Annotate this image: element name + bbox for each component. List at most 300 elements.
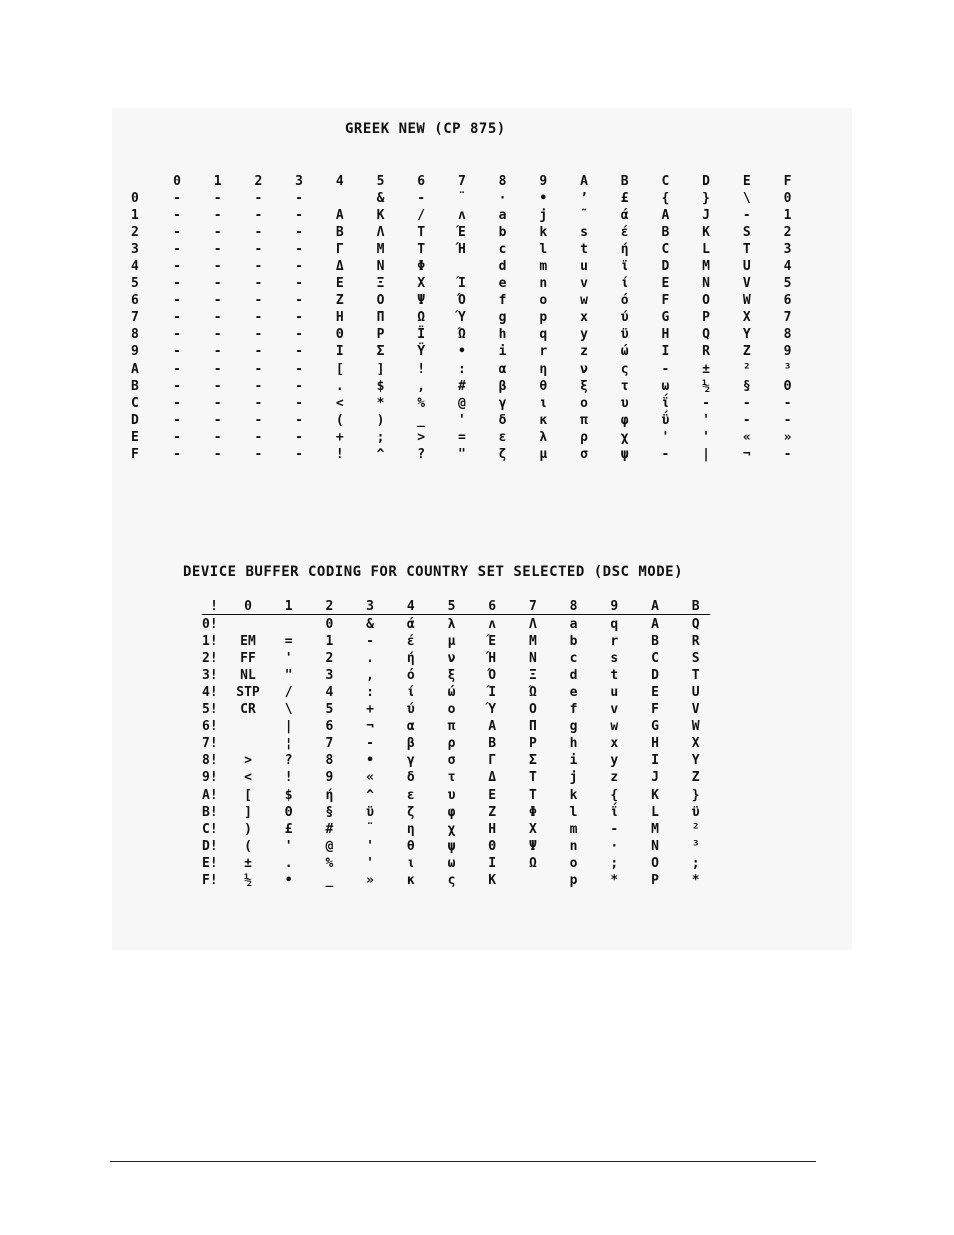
table2-cell: T [691,668,700,684]
table1-cell: - [783,446,792,462]
table2-cell: η [406,821,415,837]
table1-cell: , [417,378,426,394]
table1-cell: χ [620,429,629,445]
table1-row-header: 3 [131,242,139,258]
table2-row-header: E! [202,855,218,871]
table2-cell: H [488,821,497,837]
table2-cell: χ [447,821,456,837]
table2-cell: ί [406,685,415,701]
table1-cell: ? [417,446,426,462]
table1-cell: ρ [580,429,588,445]
table1-cell: M [702,259,710,275]
table1-cell: - [213,242,222,258]
table2-corner-divider: ! [210,599,218,614]
table1-cell: - [254,412,263,428]
table2-cell: $ [284,787,293,803]
table1-cell: I [661,344,670,360]
table2-cell: Θ [488,838,497,854]
table1-cell: - [173,293,181,309]
table1-cell: υ [620,395,629,411]
table2-cell: e [569,685,578,701]
table2-cell: | [284,719,293,735]
table1-cell: H [661,327,670,343]
table2-cell [230,735,266,752]
table2-cell: ι [406,855,415,871]
table1-cell: P [702,310,710,326]
table1-col-header: C [661,174,670,189]
table1-cell: Θ [783,378,792,394]
table1-cell: - [783,395,792,411]
table1-cell: - [702,395,710,411]
table2-cell: NL [240,668,256,684]
table1-cell: Ί [457,276,466,292]
table2-cell: i [569,753,578,769]
table2-cell: • [366,753,374,769]
table1-cell: T [742,242,751,258]
table1-cell: - [213,191,222,206]
table2-cell: Y [691,753,700,769]
table1-cell: 4 [783,259,792,275]
table2-cell: A [488,719,497,735]
table2-row-header: D! [202,838,218,854]
table2-cell: δ [406,770,415,786]
table2-cell: 1 [325,634,334,650]
table1-cell: - [295,208,303,224]
table2-cell: F [651,702,659,718]
table2-cell: ³ [691,838,700,854]
table1-cell: σ [580,446,588,462]
table1-cell: W [742,293,751,309]
table2-cell: G [651,719,659,735]
table1-cell: - [295,310,303,326]
table1-row-header: 7 [131,310,139,326]
table2-col-header: 6 [488,599,497,614]
table1-col-header: 8 [498,174,507,189]
table2-cell: Λ [528,617,537,632]
table2-cell: b [569,634,578,650]
table1-cell: Q [702,327,710,343]
table1-cell: δ [498,412,507,428]
table1-cell: - [213,412,222,428]
table1-cell: - [173,208,181,224]
table1-col-header: A [580,174,588,189]
table2-cell: q [610,617,619,632]
table1-cell: - [173,327,181,343]
table2-cell: a [569,617,578,632]
table2-cell: . [366,651,374,667]
table1-cell: ΰ [661,412,670,428]
table1-cell: Ό [457,293,466,309]
table1-cell: e [498,276,507,292]
table1-cell: O [702,293,710,309]
table2-cell: Z [488,804,497,820]
table1-cell: - [213,395,222,411]
table2-cell: Z [691,770,700,786]
table1-cell: T [417,242,426,258]
table2-cell: j [569,770,578,786]
table1-row-header: B [131,378,139,394]
table1-cell: β [498,378,507,394]
table2-col-header: 7 [528,599,537,614]
table2-cell: ; [691,855,700,871]
table1-cell: ό [620,293,629,309]
table1-cell: ο [580,395,588,411]
table2-cell: ) [244,821,252,837]
table2-cell: K [488,872,497,888]
table1-cell: @ [457,395,466,411]
table1-cell: c [498,242,507,258]
table1-cell: Ύ [457,310,466,326]
table1-cell: - [742,412,751,428]
table1-cell: H [335,310,344,326]
table1-cell: - [173,395,181,411]
table2-cell: ] [244,804,252,820]
table1-row-header: 4 [131,259,139,275]
table2-cell: J [651,770,659,786]
table1-cell: Ή [457,242,466,258]
table1-col-header: 9 [539,174,548,189]
table2-row-header: F! [202,872,218,888]
table2-cell: ' [366,838,374,854]
table1-row-header: C [131,395,139,411]
table2-cell [230,718,266,735]
table1-cell: - [417,191,426,206]
table1-cell: Φ [417,259,426,275]
table2-cell: £ [284,821,293,837]
table1-cell: ¬ [742,446,751,462]
table1-cell: N [702,276,710,292]
table1-cell: S [742,225,751,241]
table1-cell: - [295,259,303,275]
table2-cell: u [610,685,619,701]
table2-cell: EM [240,634,256,650]
table1-row-header: 1 [131,208,139,224]
table1-col-header: 2 [254,174,263,189]
table1-cell: ' [702,429,710,445]
table1-cell: - [254,259,263,275]
table2-cell: Ώ [528,685,537,701]
table2-cell: X [528,821,537,837]
table1-cell: - [295,276,303,292]
table1-cell: T [417,225,426,241]
table2-cell: ( [244,838,252,854]
table2-cell: ' [284,838,293,854]
table1-cell: Γ [335,242,344,258]
table1-cell: Ψ [417,293,426,309]
table1-cell: ) [376,412,385,428]
table2-cell: * [610,872,619,888]
table1-cell: 3 [783,242,792,258]
table1-cell: . [335,378,344,394]
table1-cell: A [661,208,670,224]
table2-col-header: B [691,599,700,614]
table1-cell: φ [620,412,629,428]
table1-cell: - [254,395,263,411]
table1-cell: ώ [620,344,629,360]
table1-cell: ύ [620,310,629,326]
table1-cell: ! [417,361,426,377]
table1-cell: Ω [417,310,426,326]
table1-cell: - [213,378,222,394]
table1-cell: - [295,361,303,377]
table1-cell: Ϋ [417,344,426,360]
table2-cell: Ί [488,685,497,701]
table2-cell: Q [691,617,700,632]
table2-cell: g [569,719,578,735]
table2-cell: : [366,685,374,701]
table2-cell: P [651,872,659,888]
table2-cell: FF [240,651,256,667]
table1-cell: 7 [783,310,792,326]
table1-cell: λ [539,429,548,445]
table2-cell: X [691,736,700,752]
table2-cell: P [528,736,537,752]
table2-cell: » [366,872,374,888]
table1-cell: - [213,327,222,343]
table1-cell: C [661,242,670,258]
table2-cell: 0 [325,617,334,632]
table1-cell: - [295,395,303,411]
table2-cell: τ [447,770,456,786]
table1-row-header: F [131,446,139,462]
table1-cell: γ [498,395,507,411]
table2-cell: n [569,838,578,854]
table1-cell: ά [620,208,629,224]
table2-cell: Ύ [488,702,497,718]
table1-cell: O [376,293,385,309]
table2-cell: } [691,787,700,803]
table2-cell: m [569,821,578,837]
table2-cell: S [691,651,700,667]
table1-cell: « [742,429,751,445]
table2-col-header: 2 [325,599,334,614]
table2-cell: • [284,872,293,888]
table1-cell: - [173,225,181,241]
table1-cell: F [661,293,670,309]
table1-cell: μ [539,446,548,462]
table1-cell: l [539,242,548,258]
table1-cell: - [213,225,222,241]
table1-cell: } [702,191,710,206]
table1-cell: k [539,225,548,241]
table1-cell: - [254,225,263,241]
table1-cell: - [742,208,751,224]
table1-cell: t [580,242,588,258]
table1-cell: - [254,191,263,206]
table1-cell: f [498,293,507,309]
table2-cell [230,616,266,633]
table1-cell: ω [661,378,670,394]
table1-cell: ψ [620,446,629,462]
table1-cell: ʌ [457,208,466,224]
table2-cell: - [366,634,374,650]
table2-cell: Ξ [528,668,537,684]
table2-cell: - [610,821,619,837]
table1-row-header: 9 [131,344,139,360]
table2-cell: U [691,685,700,701]
table2-cell: ? [284,753,293,769]
table1-cell: v [580,276,588,292]
table1-cell: ( [335,412,344,428]
table2-cell: r [610,634,619,650]
table1-col-header: B [620,174,629,189]
table2-cell: ' [366,855,374,871]
table1-cell: - [173,310,181,326]
table2-cell [515,872,551,889]
table1-cell: · [498,191,507,206]
table1-col-header: F [783,174,792,189]
table1-cell: α [498,361,507,377]
table1-cell: E [661,276,670,292]
table2-cell: , [366,668,374,684]
table2-row-header: 3! [202,668,218,684]
table1-cell: ; [376,429,385,445]
table2-cell: ή [325,787,334,803]
table2-col-header: 0 [244,599,252,614]
table2-cell: { [610,787,619,803]
footer-rule [110,1161,816,1162]
table1-cell: Έ [457,225,466,241]
table1-col-header: 4 [335,174,344,189]
table1-cell: i [498,344,507,360]
table2-title: DEVICE BUFFER CODING FOR COUNTRY SET SELECTED (DSC MODE) [183,564,684,580]
table2-col-header: 5 [447,599,456,614]
table2-cell: T [528,770,537,786]
table1-cell: Θ [335,327,344,343]
table1-cell: [ [335,361,344,377]
table1-cell [447,258,477,275]
table1-cell: - [173,191,181,206]
table1-cell: - [254,242,263,258]
table1-cell: m [539,259,548,275]
table1-cell: - [295,446,303,462]
table2-cell: Δ [488,770,497,786]
table1-cell: u [580,259,588,275]
table1-cell: K [702,225,710,241]
table2-cell: W [691,719,700,735]
table1-cell: 9 [783,344,792,360]
table1-cell: 5 [783,276,792,292]
table1-cell: d [498,259,507,275]
table2-cell: ± [244,855,252,871]
table1-cell: π [580,412,588,428]
table1-cell: - [295,429,303,445]
table2-cell: B [651,634,659,650]
table1-cell: ’ [580,191,588,206]
table2-col-header: 1 [284,599,293,614]
table2-cell: R [691,634,700,650]
table2-cell: Θ [284,804,293,820]
table1-cell: • [457,344,466,360]
table1-col-header: 6 [417,174,426,189]
table1-title: GREEK NEW (CP 875) [345,121,506,137]
table2-cell: / [284,685,293,701]
table1-cell: * [376,395,385,411]
table2-cell: ε [406,787,415,803]
table2-cell: ύ [406,702,415,718]
table2-cell: ϋ [366,804,374,820]
table1-cell: ν [580,361,588,377]
table1-cell: V [742,276,751,292]
table2-cell: w [610,719,619,735]
table2-cell: ^ [366,787,374,803]
table1-cell: - [213,259,222,275]
table2-cell: ϋ [691,804,700,820]
table2-cell: π [447,719,456,735]
table1-cell: η [539,361,548,377]
table2-cell: « [366,770,374,786]
table1-cell: 8 [783,327,792,343]
table2-cell: % [325,855,334,871]
table1-cell: 1 [783,208,792,224]
table1-cell: - [173,276,181,292]
table1-cell: ± [702,361,710,377]
table2-row-header: A! [202,787,218,803]
table1-cell: R [702,344,710,360]
table2-cell: O [651,855,659,871]
table2-cell: H [651,736,659,752]
table2-cell: # [325,821,334,837]
table1-cell: B [661,225,670,241]
table2-cell: 9 [325,770,334,786]
table1-cell: Y [742,327,751,343]
table1-row-header: 5 [131,276,139,292]
table2-cell: t [610,668,619,684]
table1-cell: s [580,225,588,241]
table2-cell: ά [406,617,415,632]
table2-row-header: B! [202,804,218,820]
table2-cell: M [528,634,537,650]
table1-cell: Λ [376,225,385,241]
table1-cell: - [254,361,263,377]
table1-cell: • [539,191,548,206]
table2-row-header: 4! [202,685,218,701]
table1-row-header: 2 [131,225,139,241]
table2-row-header: 8! [202,753,218,769]
table2-cell: Ή [488,651,497,667]
table1-cell: - [742,395,751,411]
table2-cell: STP [236,685,260,701]
table1-cell: - [254,327,263,343]
table1-cell: N [376,259,385,275]
table1-cell: ί [620,276,629,292]
table1-cell: & [376,191,385,206]
table1-cell: w [580,293,588,309]
table2-cell: ΐ [610,804,619,820]
table1-cell: - [254,429,263,445]
table1-cell: B [335,225,344,241]
table2-cell: * [691,872,700,888]
table1-cell: Z [335,293,344,309]
table2-cell: Ψ [528,838,537,854]
table2-col-header: 4 [406,599,415,614]
table1-cell: Ξ [376,276,385,292]
table2-cell: + [366,702,374,718]
table2-cell: · [610,838,619,854]
table2-cell: ½ [244,872,252,888]
table2-cell: L [651,804,659,820]
table2-cell: \ [284,702,293,718]
table2-cell [271,616,307,633]
table1-cell: ' [457,412,466,428]
table1-row-header: 0 [131,191,139,206]
table1-cell: ξ [580,378,588,394]
table2-cell: [ [244,787,252,803]
table1-cell: - [295,293,303,309]
table2-row-header: 9! [202,770,218,786]
table1-cell: q [539,327,548,343]
table1-cell: - [173,378,181,394]
